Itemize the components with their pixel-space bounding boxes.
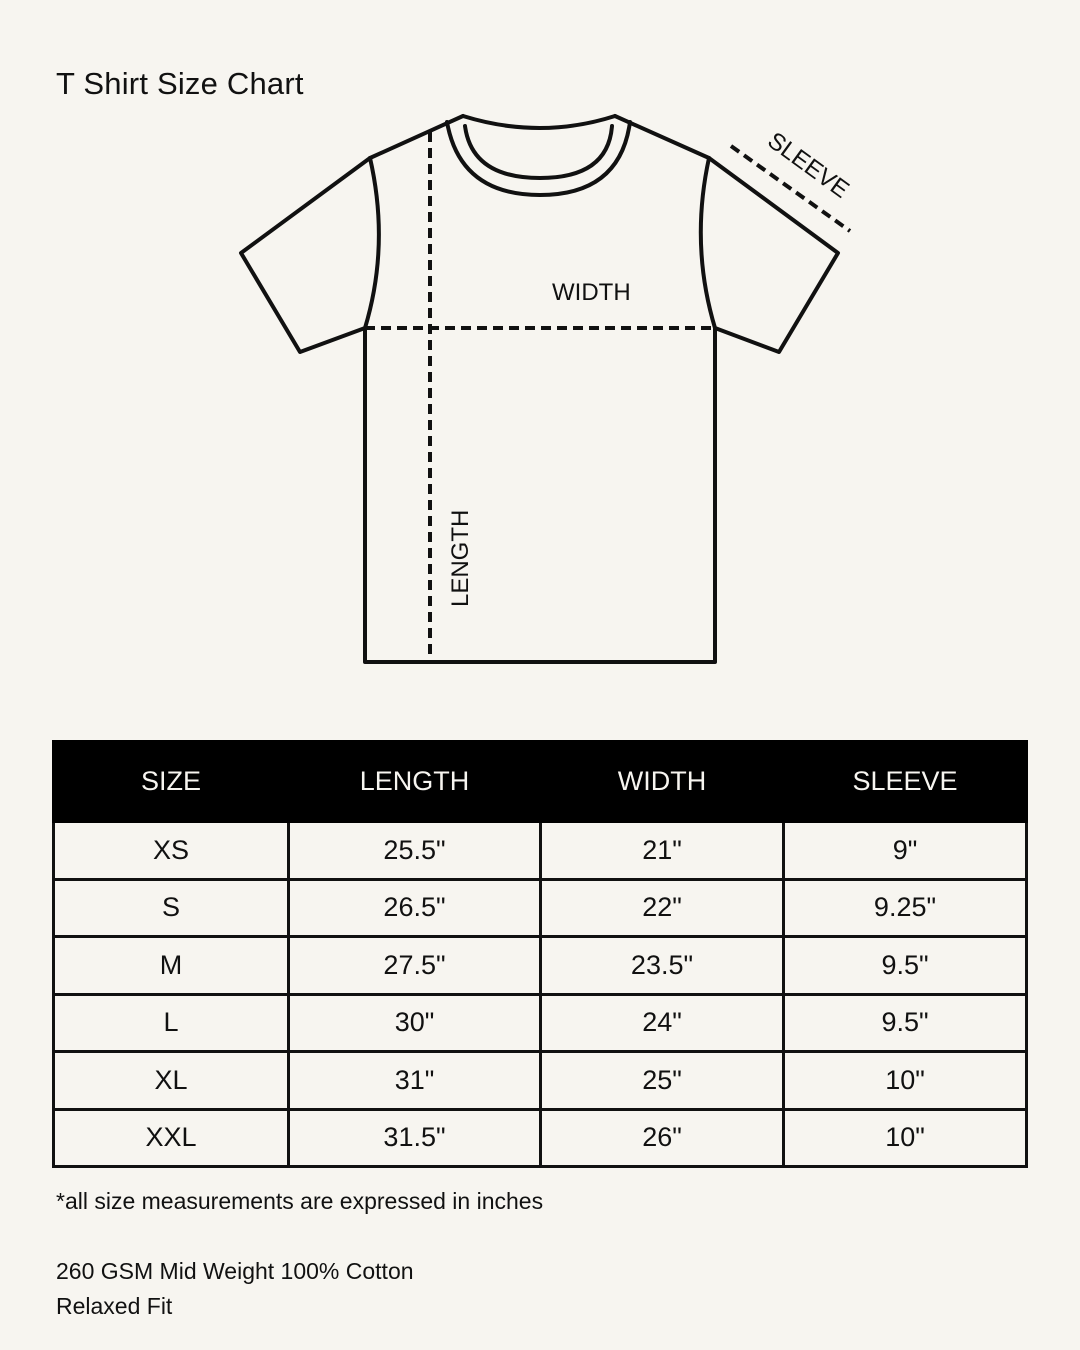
header-width: WIDTH [541, 742, 784, 822]
table-header-row [54, 742, 1027, 822]
cell-width: 24" [541, 994, 784, 1052]
table-row [54, 822, 1027, 880]
cell-length: 31.5" [289, 1109, 541, 1167]
header-sleeve: SLEEVE [784, 742, 1027, 822]
back-neckline [463, 116, 615, 128]
shirt-outline [241, 116, 838, 662]
length-label: LENGTH [447, 509, 474, 607]
cell-width: 21" [541, 822, 784, 880]
cell-size: XXL [54, 1109, 289, 1167]
cell-size: S [54, 879, 289, 937]
fabric-spec: 260 GSM Mid Weight 100% Cotton [56, 1258, 414, 1284]
sleeve-label: SLEEVE [762, 127, 854, 204]
cell-width: 25" [541, 1052, 784, 1110]
cell-sleeve: 9" [784, 822, 1027, 880]
cell-size: L [54, 994, 289, 1052]
table-row [54, 879, 1027, 937]
cell-size: XL [54, 1052, 289, 1110]
cell-length: 25.5" [289, 822, 541, 880]
cell-length: 26.5" [289, 879, 541, 937]
header-size: SIZE [54, 742, 289, 822]
header-length: LENGTH [289, 742, 541, 822]
cell-length: 30" [289, 994, 541, 1052]
cell-width: 23.5" [541, 937, 784, 995]
collar-outer [447, 122, 630, 195]
cell-sleeve: 10" [784, 1052, 1027, 1110]
left-armhole-seam [365, 158, 379, 328]
page-title: T Shirt Size Chart [56, 66, 304, 101]
cell-sleeve: 9.5" [784, 937, 1027, 995]
table-row [54, 1052, 1027, 1110]
cell-sleeve: 9.25" [784, 879, 1027, 937]
collar-inner [465, 126, 612, 178]
cell-sleeve: 10" [784, 1109, 1027, 1167]
width-label: WIDTH [552, 279, 631, 306]
fit-spec: Relaxed Fit [56, 1293, 173, 1319]
cell-size: XS [54, 822, 289, 880]
cell-width: 26" [541, 1109, 784, 1167]
size-table [52, 740, 1028, 1168]
cell-length: 31" [289, 1052, 541, 1110]
cell-size: M [54, 937, 289, 995]
measurement-note: *all size measurements are expressed in inches [56, 1188, 544, 1214]
cell-length: 27.5" [289, 937, 541, 995]
cell-sleeve: 9.5" [784, 994, 1027, 1052]
table-row [54, 994, 1027, 1052]
table-row [54, 1109, 1027, 1167]
cell-width: 22" [541, 879, 784, 937]
table-row [54, 937, 1027, 995]
right-armhole-seam [701, 158, 715, 328]
